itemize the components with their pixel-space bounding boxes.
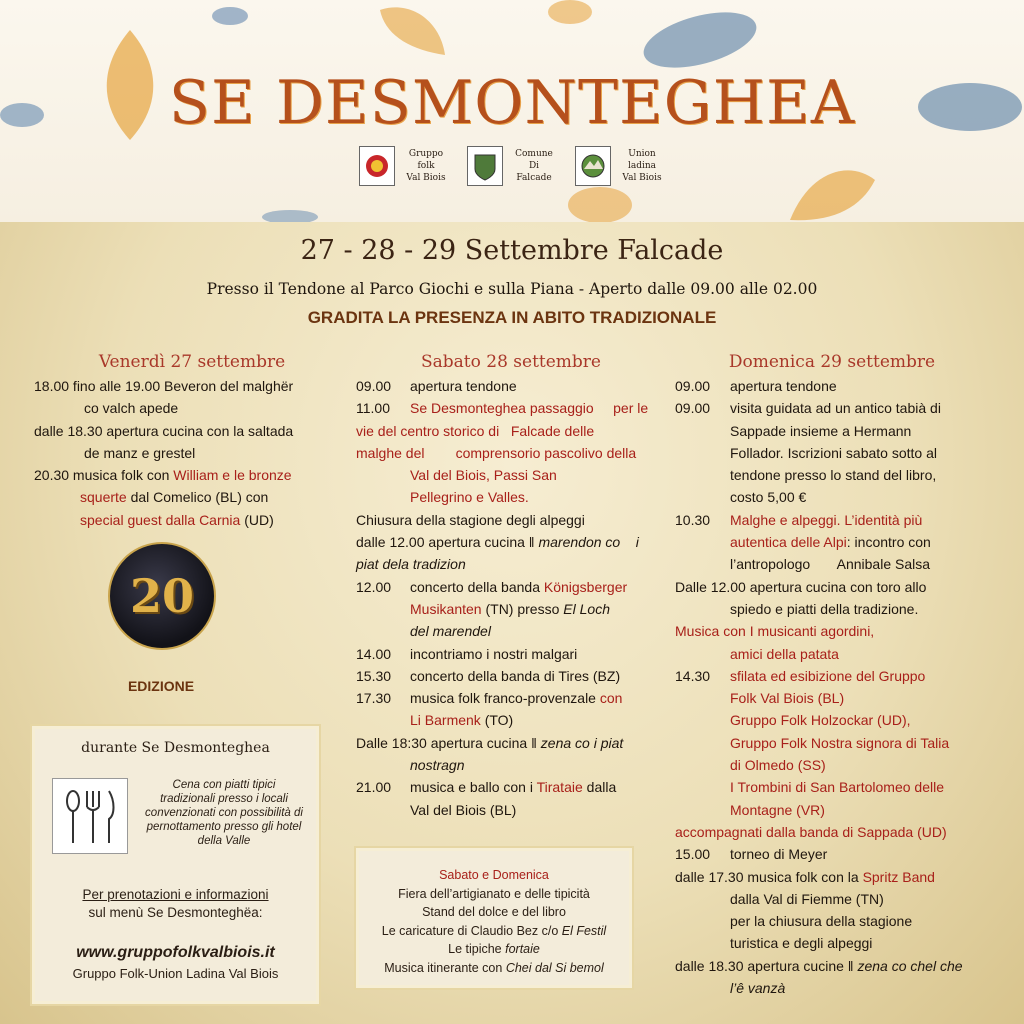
logo-union-ladina	[575, 146, 665, 186]
weekend-list	[356, 866, 632, 977]
booking-menu: sul menù Se Desmonteghëa:	[88, 905, 263, 920]
program-line: dalle 18.30 apertura cucine ‖ zena co chel che	[675, 957, 963, 974]
program-line: 17.30 musica folk franco-provenzale con	[356, 690, 623, 707]
logo-comune-falcade	[467, 146, 557, 186]
program-line: l’ê vanzà	[730, 980, 786, 997]
program-line: I Trombini di San Bartolomeo delle	[730, 779, 944, 796]
ladin-union-emblem-icon	[575, 146, 611, 186]
program-line: nostragn	[410, 757, 465, 774]
weekend-item: Musica itinerante con Chei dal Si bemol	[384, 960, 604, 975]
program-line: 10.30 Malghe e alpeggi. L’identità più	[675, 511, 923, 528]
weekend-heading: Sabato e Domenica	[439, 868, 549, 882]
program-line: Follador. Iscrizioni sabato sotto al	[730, 444, 937, 461]
badge-circle	[108, 542, 216, 650]
program-line: Gruppo Folk Nostra signora di Talia	[730, 734, 950, 751]
program-line: squerte dal Comelico (BL) con	[80, 489, 269, 506]
program-line: 15.00 torneo di Meyer	[675, 846, 828, 863]
program-line: Pellegrino e Valles.	[410, 489, 529, 506]
program-line: Val del Biois, Passi San	[410, 467, 557, 484]
event-dates: 27 - 28 - 29 Settembre Falcade	[300, 235, 724, 266]
program-line: Gruppo Folk Holzockar (UD),	[730, 712, 911, 729]
blue-leaf-icon	[640, 5, 760, 75]
anniversary-badge	[108, 542, 212, 694]
program-line: amici della patata	[730, 645, 839, 662]
during-heading: durante Se Desmonteghea	[81, 740, 270, 756]
autumn-leaf-icon	[545, 0, 595, 35]
logo-folk-group	[359, 146, 449, 186]
saturday-program	[356, 375, 668, 821]
website-link[interactable]: www.gruppofolkvalbiois.it	[76, 944, 275, 961]
program-line: Musica con I musicanti agordini,	[675, 623, 875, 640]
organizer-name: Gruppo Folk-Union Ladina Val Biois	[72, 966, 279, 981]
during-info-box	[30, 724, 321, 1006]
logo-label: Comune Di Falcade	[515, 149, 553, 183]
program-line: 14.30 sfilata ed esibizione del Gruppo	[675, 667, 926, 684]
program-line: vie del centro storico di Falcade delle	[356, 422, 595, 439]
autumn-leaf-icon	[370, 0, 450, 60]
header-banner	[0, 0, 1024, 222]
weekend-info-box	[354, 846, 634, 990]
program-line: Montagne (VR)	[730, 801, 825, 818]
program-line: 20.30 musica folk con William e le bronze	[34, 467, 292, 484]
program-line: Li Barmenk (TO)	[410, 712, 514, 729]
program-line: Folk Val Biois (BL)	[730, 690, 845, 707]
badge-label: EDIZIONE	[127, 678, 195, 694]
sunday-program	[675, 375, 1005, 999]
friday-heading: Venerdì 27 settembre	[98, 352, 286, 372]
program-line: di Olmedo (SS)	[730, 757, 826, 774]
program-line: co valch apede	[84, 400, 179, 417]
program-line: accompagnati dalla banda di Sappada (UD)	[675, 823, 947, 840]
logo-label: Gruppo folk Val Biois	[406, 149, 446, 183]
weekend-item: Fiera dell’artigianato e delle tipicità	[398, 886, 590, 901]
logo-row	[0, 146, 1024, 186]
cutlery-icon	[52, 778, 128, 854]
blue-leaf-icon	[210, 0, 250, 40]
program-line: malghe del comprensorio pascolivo della	[356, 444, 637, 461]
program-line: special guest dalla Carnia (UD)	[80, 511, 274, 528]
folk-group-emblem-icon	[359, 146, 395, 186]
program-line: dalle 17.30 musica folk con la Spritz Band	[675, 868, 935, 885]
program-line: costo 5,00 €	[730, 489, 807, 506]
program-line: autentica delle Alpi: incontro con	[730, 534, 931, 551]
event-venue: Presso il Tendone al Parco Giochi e sulla Piana - Aperto dalle 09.00 alle 02.00	[206, 280, 818, 298]
dress-code-notice: GRADITA LA PRESENZA IN ABITO TRADIZIONALE	[307, 308, 717, 327]
event-title: SE DESMONTEGHEA	[168, 68, 856, 138]
program-line: del marendel	[410, 623, 491, 640]
program-line: 21.00 musica e ballo con i Tirataie dalla	[356, 779, 617, 796]
sunday-heading: Domenica 29 settembre	[728, 352, 936, 372]
booking-info	[32, 886, 319, 922]
badge-number: 20	[129, 569, 194, 623]
program-line: Musikanten (TN) presso El Loch	[410, 600, 610, 617]
weekend-item: Le caricature di Claudio Bez c/o El Festil	[381, 923, 607, 938]
program-line: dalle 12.00 apertura cucina ‖ marendon co i	[356, 534, 639, 551]
program-line: Dalle 18:30 apertura cucina ‖ zena co i piat	[356, 734, 624, 751]
program-line: Val del Biois (BL)	[410, 801, 517, 818]
weekend-item: Le tipiche fortaie	[448, 942, 540, 956]
program-line: 18.00 fino alle 19.00 Beveron del malghër	[34, 378, 294, 394]
dinner-info: Cena con piatti tipici tradizionali presso i locali convenzionati con possibilità di pernottamento presso gli hotel della Valle	[145, 779, 303, 847]
saturday-heading: Sabato 28 settembre	[420, 352, 601, 372]
program-line: 09.00 apertura tendone	[675, 378, 837, 394]
program-line: 09.00 apertura tendone	[356, 378, 517, 394]
autumn-leaf-icon	[565, 180, 635, 222]
booking-link[interactable]: Per prenotazioni e informazioni	[82, 887, 269, 902]
program-line: spiedo e piatti della tradizione.	[730, 600, 919, 617]
program-line: Dalle 12.00 apertura cucina con toro allo	[675, 578, 927, 595]
friday-program	[34, 375, 352, 531]
program-line: turistica e degli alpeggi	[730, 935, 873, 952]
coat-of-arms-icon	[467, 146, 503, 186]
weekend-item: Stand del dolce e del libro	[422, 905, 566, 919]
program-line: piat dela tradizion	[356, 556, 466, 573]
program-line: 15.30 concerto della banda di Tires (BZ)	[356, 667, 621, 684]
program-line: 12.00 concerto della banda Königsberger	[356, 578, 628, 595]
program-line: dalle 18.30 apertura cucina con la saltada	[34, 422, 294, 439]
program-line: 11.00 Se Desmonteghea passaggio per le	[356, 400, 649, 417]
program-line: Sappade insieme a Hermann	[730, 422, 912, 439]
program-line: 14.00 incontriamo i nostri malgari	[356, 645, 578, 662]
logo-label: Union ladina Val Biois	[622, 149, 662, 183]
program-line: 09.00 visita guidata ad un antico tabià di	[675, 400, 941, 417]
program-line: dalla Val di Fiemme (TN)	[730, 890, 884, 907]
program-line: per la chiusura della stagione	[730, 913, 913, 930]
blue-leaf-icon	[260, 205, 320, 222]
program-line: l’antropologo Annibale Salsa	[730, 556, 931, 573]
program-line: Chiusura della stagione degli alpeggi	[356, 511, 585, 528]
program-line: de manz e grestel	[84, 444, 196, 461]
program-line: tendone presso lo stand del libro,	[730, 467, 937, 484]
